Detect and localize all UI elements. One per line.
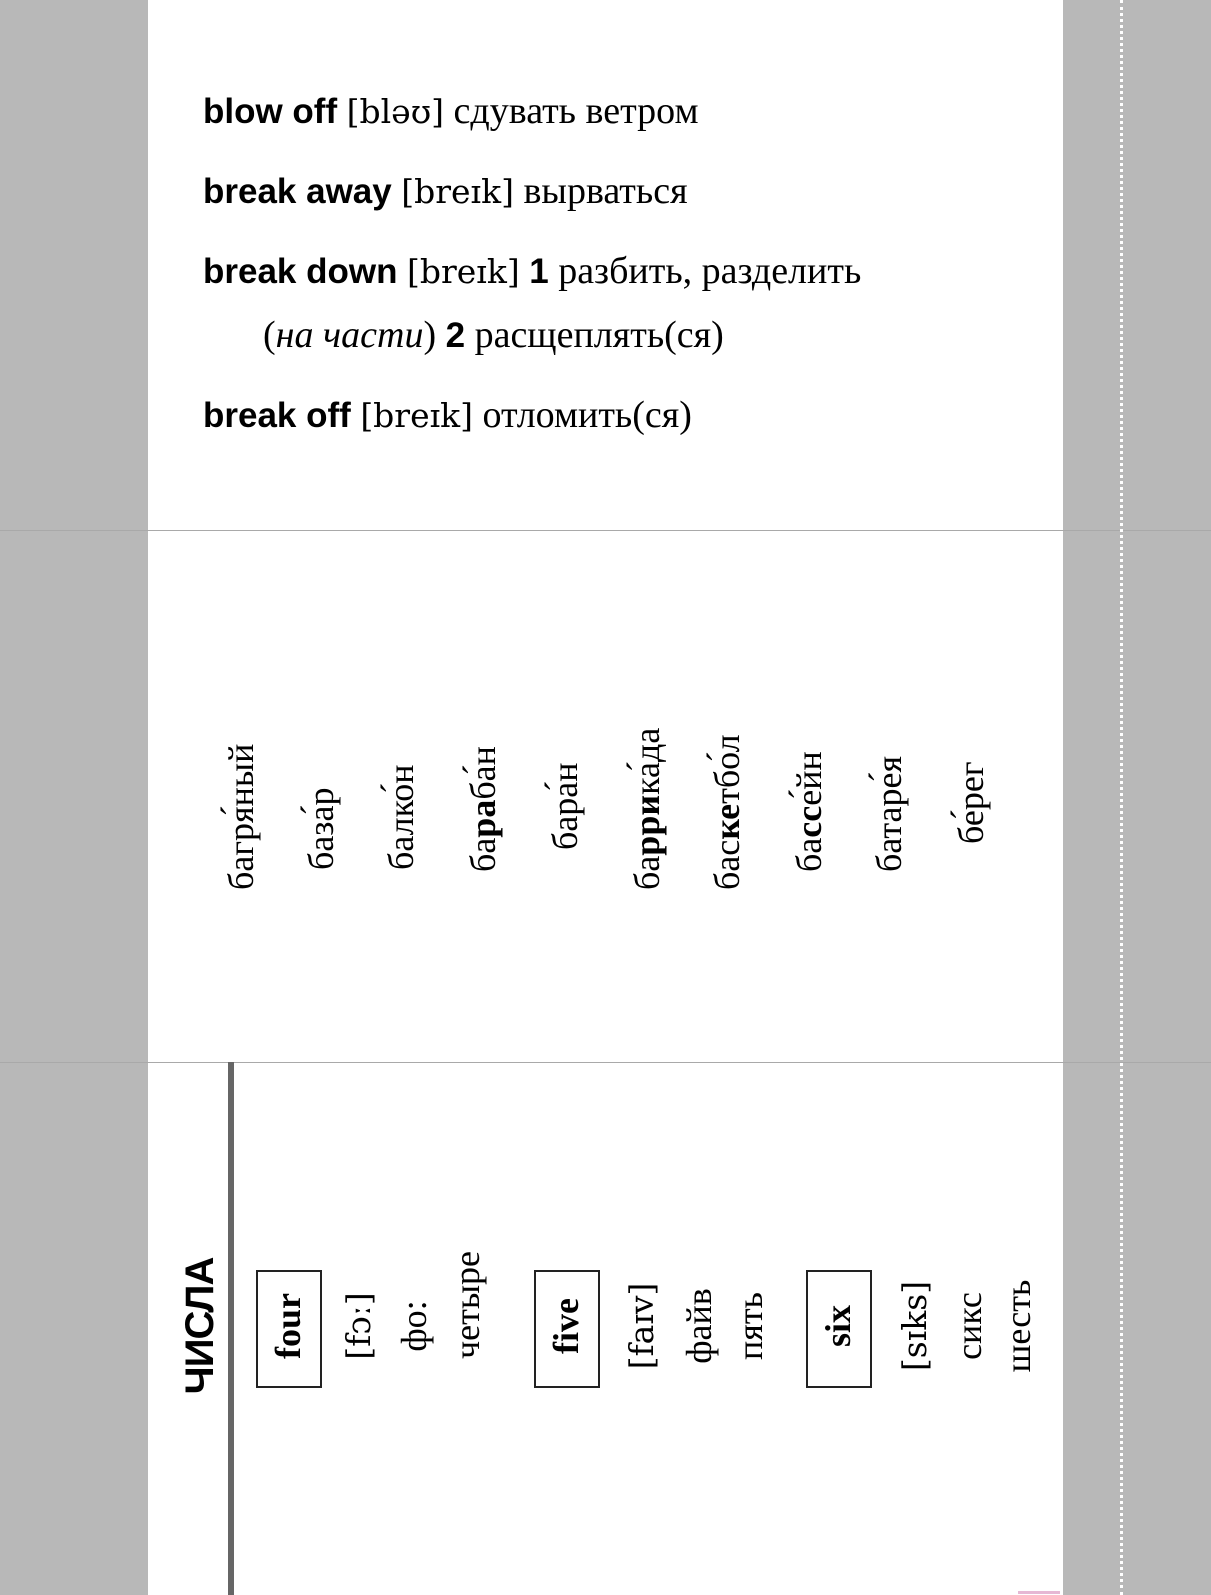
stress-word: баскетбо́л xyxy=(707,734,747,890)
entry-break-away xyxy=(203,172,1023,210)
transcription: [breɪk] xyxy=(360,396,474,435)
entry-break-down xyxy=(203,252,1023,354)
number-transcription: [sɪks] xyxy=(895,1280,934,1372)
stress-word: бара́н xyxy=(545,762,585,850)
headword: break away xyxy=(203,172,392,211)
transcription: [breɪk] xyxy=(406,252,520,291)
number-pronunciation: файв xyxy=(679,1288,719,1364)
stress-word: батаре́я xyxy=(869,755,909,872)
entry-blow-off xyxy=(203,92,1023,130)
translation: сдувать ветром xyxy=(453,90,699,132)
translation: отломить(ся) xyxy=(482,394,692,436)
sense-number: 2 xyxy=(445,316,466,355)
translation: разбить, разделить xyxy=(558,250,862,292)
number-pronunciation: сикс xyxy=(949,1292,989,1360)
translation: вырваться xyxy=(523,170,688,212)
headword: break off xyxy=(203,396,351,435)
entry-break-off xyxy=(203,396,1023,434)
number-russian: четыре xyxy=(447,1251,487,1359)
stress-word: база́р xyxy=(301,787,341,870)
translation: расщеплять(ся) xyxy=(474,314,724,356)
transcription: [breɪk] xyxy=(401,172,514,211)
usage-note: на части xyxy=(275,314,424,356)
stress-word: бараба́н xyxy=(463,746,503,872)
section-divider xyxy=(228,1062,234,1595)
transcription: [bləʊ] xyxy=(346,92,445,131)
number-word: six xyxy=(818,1305,858,1348)
headword: blow off xyxy=(203,92,338,131)
entry-continuation xyxy=(203,316,1023,354)
stress-word: бе́рег xyxy=(951,761,991,844)
number-transcription: [faɪv] xyxy=(622,1282,661,1370)
stress-word: баррика́да xyxy=(627,727,667,890)
number-transcription: [fɔː] xyxy=(339,1292,378,1360)
headword: break down xyxy=(203,252,398,291)
section-title: ЧИСЛА xyxy=(178,1257,222,1395)
number-word: five xyxy=(546,1298,586,1354)
number-word: four xyxy=(268,1293,308,1359)
fold-line-bottom xyxy=(0,1062,1211,1063)
fold-line-top xyxy=(0,530,1211,531)
phrasal-verb-list xyxy=(203,92,1023,434)
number-russian: шесть xyxy=(998,1279,1038,1373)
number-russian: пять xyxy=(730,1292,770,1360)
sense-number: 1 xyxy=(529,252,549,291)
stress-word: бассе́йн xyxy=(789,751,829,872)
page-marker xyxy=(1018,1591,1060,1594)
stress-word: балко́н xyxy=(381,764,421,870)
stress-word: багря́ный xyxy=(221,743,261,890)
perforation-line xyxy=(1120,0,1123,1595)
number-pronunciation: фо: xyxy=(394,1300,434,1352)
paren: ) xyxy=(423,314,437,356)
paren: ( xyxy=(263,314,276,356)
